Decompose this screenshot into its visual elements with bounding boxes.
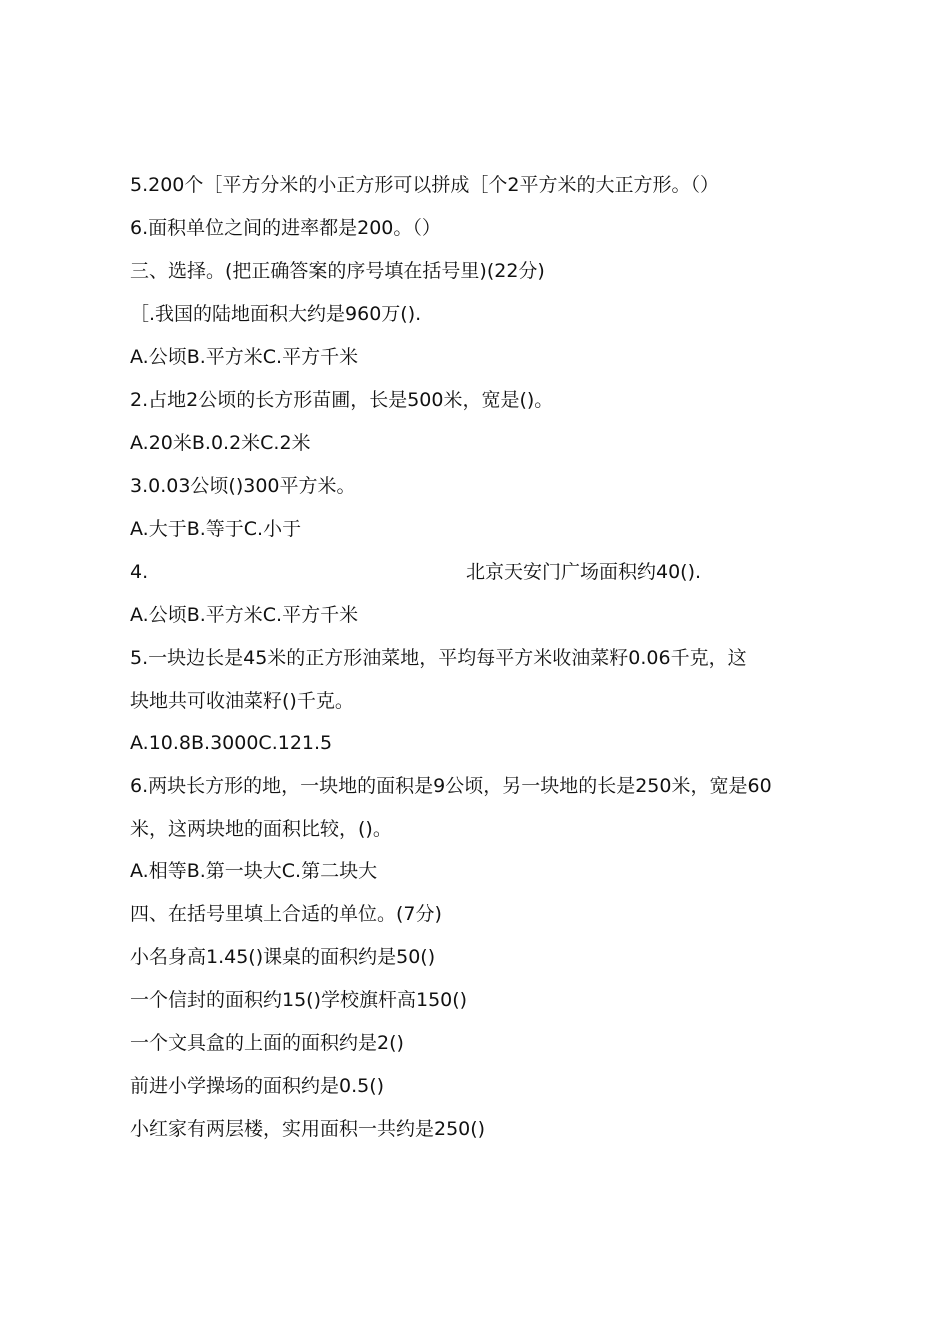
- choice-options-5: A.10.8B.3000C.121.5: [130, 732, 333, 754]
- choice-question-6-line-2: 米，这两块地的面积比较，()。: [130, 818, 392, 840]
- unit-item-1: 小名身高1.45()课桌的面积约是50(): [130, 946, 436, 968]
- choice-question-5-line-1: 5.一块边长是45米的正方形油菜地，平均每平方米收油菜籽0.06千克，这: [130, 647, 747, 669]
- unit-item-3: 一个文具盒的上面的面积约是2(): [130, 1032, 404, 1054]
- choice-options-4: A.公顷B.平方米C.平方千米: [130, 604, 359, 626]
- section-3-heading: 三、选择。(把正确答案的序号填在括号里)(22分): [130, 260, 545, 282]
- choice-question-4-number: 4.: [130, 561, 149, 583]
- unit-item-2: 一个信封的面积约15()学校旗杆高150(): [130, 989, 468, 1011]
- choice-question-4-text: 北京天安门广场面积约40().: [466, 561, 702, 583]
- judge-item-6: 6.面积单位之间的进率都是200。（）: [130, 217, 441, 239]
- choice-options-1: A.公顷B.平方米C.平方千米: [130, 346, 359, 368]
- unit-item-4: 前进小学操场的面积约是0.5(): [130, 1075, 385, 1097]
- choice-question-1: ［.我国的陆地面积大约是960万().: [130, 303, 422, 325]
- section-4-heading: 四、在括号里填上合适的单位。(7分): [130, 903, 442, 925]
- choice-question-2: 2.占地2公顷的长方形苗圃，长是500米，宽是()。: [130, 389, 554, 411]
- choice-options-6: A.相等B.第一块大C.第二块大: [130, 860, 378, 882]
- unit-item-5: 小红家有两层楼，实用面积一共约是250(): [130, 1118, 486, 1140]
- judge-item-5: 5.200个［平方分米的小正方形可以拼成［个2平方米的大正方形。（）: [130, 174, 719, 196]
- choice-question-6-line-1: 6.两块长方形的地，一块地的面积是9公顷，另一块地的长是250米，宽是60: [130, 775, 772, 797]
- choice-question-4: [130, 557, 750, 587]
- choice-options-2: A.20米B.0.2米C.2米: [130, 432, 311, 454]
- choice-question-5-line-2: 块地共可收油菜籽()千克。: [130, 690, 354, 712]
- choice-question-3: 3.0.03公顷()300平方米。: [130, 475, 356, 497]
- choice-options-3: A.大于B.等于C.小于: [130, 518, 302, 540]
